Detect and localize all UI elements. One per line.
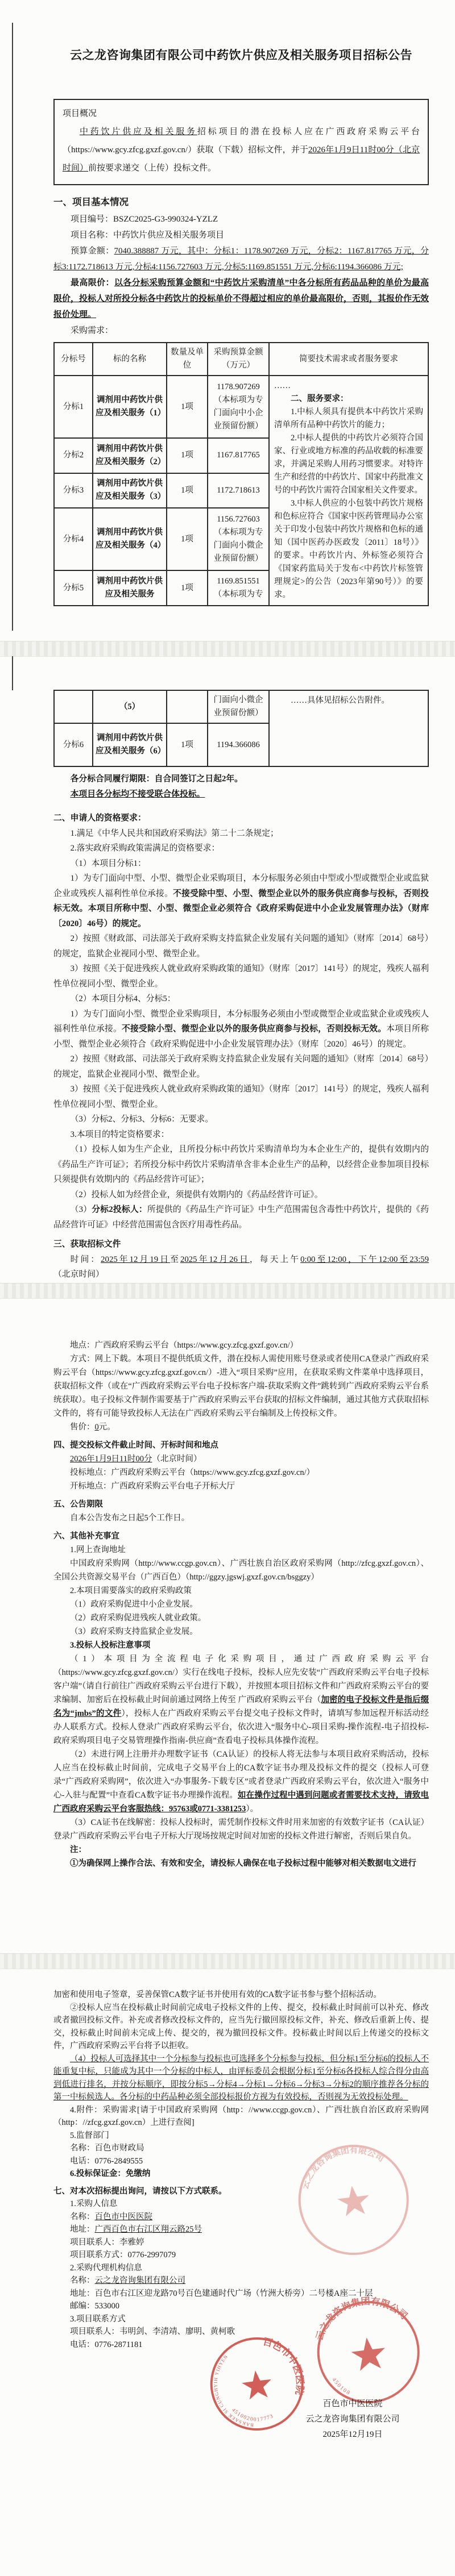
name-cell: 调剂用中药饮片供应及相关服务（4） xyxy=(93,508,167,570)
lot-cell: 分标3 xyxy=(54,473,93,508)
section-3-heading: 三、获取招标文件 xyxy=(53,1240,121,1249)
procurement-table-continued xyxy=(53,690,429,767)
bid-deposit: 6.投标保证金：免缴纳 xyxy=(70,2169,151,2178)
qualification-item: 3）按照《关于促进残疾人就业政府采购政策的通知》（财库〔2017〕141号）的规定，残疾人福利性单位视同小型、微型企业。 xyxy=(53,964,429,989)
page-title: 云之龙咨询集团有限公司中药饮片供应及相关服务项目招标公告 xyxy=(70,48,412,62)
bid-place: 投标地点：广西政府采购云平台（https://www.gcy.zfcg.gxzf.gov.cn/） xyxy=(70,1468,315,1477)
project-contacts: 项目联系人：韦明剑、李清靖、廖明、黄柯歌 xyxy=(70,2327,235,2336)
supervisor-label: 5.监督部门 xyxy=(70,2131,109,2140)
signature-hospital: 百色市中医医院 xyxy=(322,2399,383,2408)
page-break-band xyxy=(0,1953,455,1969)
col-qty: 数量及单位 xyxy=(167,343,208,376)
bidder-note: （2）未进行网上注册并办理数字证书（CA认证）的投标人将无法参与本项目政府采购活动，投标人应当在投标截止时间前，完成电子交易平台上的CA数字证书办理及投标文件的提交（投标人可登录“广西政府采购网”，依次进入“办事服务-下载专区”或者登录广西政府采购云平台，依次进入“服务中心-入驻与配置”中查看CA数字证书办理操作流程。如在操作过程中遇到问题或者需要技术支持，请致电广西政府采购云平台客服热线：95763或0771-3381253）。 xyxy=(53,1750,429,1814)
note-circle-2: ②投标人应当在投标截止时间前完成电子投标文件的上传、提交，投标截止时间前可以补充、修改或者撤回投标文件。补充或者修改投标文件的，应当先行撤回原投标文件，补充、修改后重新上传、提交，投标截止时间前未完成上传、提交的，视为撤回投标文件。投标截止时间以后上传递交的投标文件，广西政府采购云平台将予以拒收。 xyxy=(53,2003,429,2050)
policy-item: （3）政府采购支持监狱企业发展。 xyxy=(70,1627,198,1636)
col-budget: 采购预算金额（万元） xyxy=(208,343,269,376)
procurement-demand-label: 采购需求： xyxy=(71,326,114,335)
submission-deadline: 2026年1月9日11时00分（北京时间） xyxy=(70,1454,202,1464)
qualification-item: （2）投标人如为经营企业，须提供有效期内的《药品经营许可证》。 xyxy=(70,1190,323,1199)
table-row xyxy=(54,376,428,438)
service-item: 2.中标人提供的中药饮片必须符合国家、行业或地方标准的药品收载的标准要求，并满足采购人用药习惯要求。对特许生产和经营的中药饮片、国家中药批准文号的中药饮片需符合国家相关文件要求。 xyxy=(274,433,423,495)
qty-cell: 1项 xyxy=(167,473,208,508)
overview-heading: 项目概况 xyxy=(63,109,97,118)
service-note: ……具体见招标公告附件。 xyxy=(291,696,390,705)
attachment-note: 4.附件：采购需求[请于中国政府采购网（http：//www.ccgp.gov.cn）、广西壮族自治区政府采购网（http：//zfcg.gxzf.gov.cn）上进行查阅] xyxy=(53,2105,429,2127)
scan-edge-artifact xyxy=(12,656,13,690)
table-row xyxy=(54,690,428,723)
name-cell: 调剂用中药饮片供应及相关服务（6） xyxy=(93,723,167,766)
qualification-item: （3）分标2、分标3、分标6：无要求。 xyxy=(70,1115,214,1124)
policy-label: 2.本项目需要落实的政府采购政策 xyxy=(70,1586,192,1595)
section-2-heading: 二、申请人的资格要求： xyxy=(53,814,146,823)
qualification-item: 3.本项目的特定资格要求： xyxy=(70,1129,169,1139)
hospital-seal-stamp xyxy=(202,2329,312,2441)
obtain-method: 方式：网上下载。本项目不提供纸质文件，潜在投标人需使用账号登录或者使用CA登录广西政府采购云平台（https://www.gcy.zfcg.gxzf.gov.cn/）-进入“项目采购”应用，在获取采购文件菜单中选择项目，获取招标文件（或在“广西政府采购云平台电子投标客户端-获取采购文件”跳转到广西政府采购云平台系统获取）。电子投标文件制作需要基于广西政府采购云平台获取的招标文件编制，通过其他方式获取招标文件的，将有可能导致投标人无法在广西政府采购云平台编制及上传投标文件。 xyxy=(53,1354,429,1418)
project-code: 项目编号：BSZC2025-G3-990324-YZLZ xyxy=(71,215,218,224)
procurement-table xyxy=(53,342,429,606)
price-cap: 最高限价：以各分标采购预算金额和“中药饮片采购清单”中各分标所有药品品种的单价为最高限价，投标人对所投分标各中药饮片的投标单价不得超过相应的单价最高限价，否则，其报价作无效报价处理。 xyxy=(53,278,429,319)
lot-cell: 分标2 xyxy=(54,438,93,473)
supervisor-tel: 电话：0776-2849555 xyxy=(70,2156,143,2166)
budget-cell: 1156.727603（本标项为专门面向小微企业预留份额） xyxy=(208,508,269,570)
overview-body: 中药饮片供应及相关服务招标项目的潜在投标人应在广西政府采购云平台（https://www.gcy.zfcg.gxzf.gov.cn/）获取（下载）招标文件，并于2026年1月9日11时00分（北京时间）前按要求递交（上传）投标文件。 xyxy=(63,127,420,173)
svg-text:云之龙咨询集团有限公司: 云之龙咨询集团有限公司 xyxy=(313,2295,410,2342)
supervisor-name: 名称：百色市财政局 xyxy=(70,2144,144,2153)
note-label: 注： xyxy=(70,1845,86,1854)
svg-text:BAKSAEK SI CUNGHYIH YIHYEN: BAKSAEK SI CUNGHYIH YIHYEN xyxy=(212,2353,254,2428)
contact-label: 3.项目联系方式 xyxy=(70,2314,126,2324)
name-cell: 调剂用中药饮片供应及相关服务（3） xyxy=(93,473,167,508)
qty-cell xyxy=(167,690,208,723)
col-name: 标的名称 xyxy=(93,343,167,376)
buyer-name: 名称：百色市中医医院 xyxy=(70,2212,152,2221)
qualification-item: 1）为专门面向小型、微型企业采购项目，本分标服务必须由小型或微型企业或监狱企业或残疾人福利性单位承接。不接受除小型、微型企业以外的服务供应商参与投标，否则投标无效。本项目所称小型、微型企业必须符合《政府采购促进中小企业发展管理办法》（财库〔2020〕46号）的规定。 xyxy=(53,1009,429,1049)
page-1 xyxy=(0,0,455,641)
lot-cell: 分标1 xyxy=(54,376,93,438)
name-cell: 调剂用中药饮片供应及相关服务（2） xyxy=(93,438,167,473)
qualification-item: （3）分标2投标人：所提供的《药品生产许可证》中生产范围需包含毒性中药饮片，提供的《药品经营许可证》中经营范围需包含医疗用毒性药品。 xyxy=(53,1205,429,1229)
qualification-item: 1）为专门面向中型、小型、微型企业采购项目，本分标服务必须由中型或小型或微型企业或监狱企业或残疾人福利性单位承接。不接受除中型、小型、微型企业以外的服务供应商参与投标，否则投标无效。本项目所称中型、小型、微型企业必须符合《政府采购促进中小企业发展管理办法》（财库〔2020〕46号）的规定。 xyxy=(53,874,429,928)
page-4 xyxy=(0,1953,455,2576)
obtain-time: 时间：2025年12月19日至2025年12月26日，每天上午0:00至12:00，下午12:00至23:59（北京时间） xyxy=(53,1254,429,1279)
section-7-heading: 七、对本次招标提出询问，请按以下方式联系。 xyxy=(53,2186,227,2196)
project-tel: 电话：0776-2871181 xyxy=(70,2340,143,2349)
page-break-band xyxy=(0,1283,455,1299)
page-2 xyxy=(0,641,455,1283)
section-4-heading: 四、提交投标文件截止时间、开标时间和地点 xyxy=(53,1441,218,1450)
qualification-item: 2.落实政府采购政策需满足的资格要求： xyxy=(70,844,220,853)
qty-cell: 1项 xyxy=(167,508,208,570)
budget-cell: 门面向小微企业预留份额） xyxy=(208,690,269,723)
qty-cell: 1项 xyxy=(167,376,208,438)
no-consortium-note: 本项目各分标均不接受联合体投标。 xyxy=(70,789,205,799)
bidder-note: （3）CA证书在线解密：投标人投标时，需凭制作投标文件时用来加密的有效数字证书（CA认证）登录广西政府采购云平台电子开标大厅现场按规定时间对加密的投标文件进行解密，否则后果自负。 xyxy=(53,1818,429,1841)
query-address-label: 1.网上查询地址 xyxy=(70,1545,126,1554)
agency-seal-stamp xyxy=(306,2290,431,2417)
agency-seal-stamp-faint xyxy=(288,2135,419,2268)
service-ellipsis: …… xyxy=(274,381,291,390)
agent-name: 名称：云之龙咨询集团有限公司 xyxy=(70,2276,185,2285)
project-budget: 预算金额：7040.388887 万元，其中：分标1：1178.907269 万元，分标2：1167.817765 万元，分标3:1172.718613 万元,分标4:1156.727603 万元,分标5:1169.851551 万元,分标6:1194.366086 万元; xyxy=(53,247,429,272)
name-cell: 调剂用中药饮片供应及相关服务 xyxy=(93,570,167,606)
service-requirements-cell xyxy=(269,376,428,606)
agent-zip: 邮编：533000 xyxy=(70,2302,119,2311)
bidder-note: （1）本项目为全流程电子化采购项目，通过广西政府采购云平台（https://www.gcy.zfcg.gxzf.gov.cn/）实行在线电子投标，投标人应先安装“广西政府采购云平台电子投标客户端”（请自行前往广西政府采购云平台进行下载），并按照本项目招标文件和广西政府采购云平台的要求编制、加密后在投标截止时间前通过网络上传至 广西政府采购云平台（加密的电子投标文件是指后缀名为“jmbs”的文件），投标人在广西政府采购云平台提交电子投标文件时，请填写参加远程开标活动经办人联系方式。投标人登录广西政府采购云平台，依次进入“服务中心-项目采购-操作流程-电子招投标-政府采购项目电子交易管理操作指南-供应商”查看电子投标具体操作流程。 xyxy=(53,1654,429,1745)
page-break-band xyxy=(0,641,455,657)
svg-text:云之龙咨询集团有限公司: 云之龙咨询集团有限公司 xyxy=(300,2146,386,2191)
section-6-heading: 六、其他补充事宜 xyxy=(53,1532,119,1541)
buyer-address: 地址：广西百色市右江区翔云路25号 xyxy=(70,2225,202,2234)
service-item: 1.中标人须具有提供本中药饮片采购清单所有品种中药饮片的能力； xyxy=(274,407,423,430)
project-overview-box xyxy=(53,99,429,185)
qualification-item: （1）本项目分标1： xyxy=(70,858,146,868)
note-circle-1: ①为确保网上操作合法、有效和安全，请投标人确保在电子投标过程中能够对相关数据电文进行 xyxy=(70,1859,416,1868)
contract-term: 各分标合同履行期限：自合同签订之日起2年。 xyxy=(70,774,243,783)
col-service: 简要技术需求或者服务要求 xyxy=(269,343,428,376)
qty-cell: 1项 xyxy=(167,438,208,473)
qualification-item: 2）按照《财政部、司法部关于政府采购支持监狱企业发展有关问题的通知》（财库〔2014〕68号）的规定，监狱企业视同小型、微型企业。 xyxy=(53,1054,429,1079)
buyer-contact: 项目联系人：李雅婷 xyxy=(70,2237,144,2247)
bidder-notes-label: 3.投标人投标注意事项 xyxy=(70,1641,151,1650)
qualification-item: 3）按照《关于促进残疾人就业政府采购政策的通知》（财库〔2017〕141号）的规定，残疾人福利性单位视同小型、微型企业。 xyxy=(53,1085,429,1109)
lot-cell: 分标5 xyxy=(54,570,93,606)
col-lot: 分标号 xyxy=(54,343,93,376)
lot-cell: 分标6 xyxy=(54,723,93,766)
budget-cell: 1194.366086 xyxy=(208,723,269,766)
lot-cell: 分标4 xyxy=(54,508,93,570)
section-1-heading: 一、项目基本情况 xyxy=(53,197,129,207)
note-circle-1-continued: 加密和使用电子签章，妥善保管CA数字证书并使用有效的CA数字证书参与整个招标活动。 xyxy=(53,1990,382,1999)
table-header-row xyxy=(54,343,428,376)
agent-address: 地址：百色市右江区迎龙路70号百色建通时代广场（竹洲大桥旁）二号楼A座二十层 xyxy=(70,2289,373,2298)
agent-label: 2.采购代理机构信息 xyxy=(70,2263,142,2273)
budget-cell: 1172.718613 xyxy=(208,473,269,508)
svg-text:450108: 450108 xyxy=(330,2377,352,2397)
section-5-heading: 五、公告期限 xyxy=(53,1500,103,1509)
svg-text:百色市中医医院: 百色市中医医院 xyxy=(262,2336,306,2396)
qualification-item: 1.满足《中华人民共和国政府采购法》第二十二条规定； xyxy=(70,828,279,838)
name-cell: （5） xyxy=(93,690,167,723)
name-cell: 调剂用中药饮片供应及相关服务（1） xyxy=(93,376,167,438)
page-3 xyxy=(0,1283,455,1953)
policy-item: （1）政府采购促进中小企业发展。 xyxy=(70,1600,198,1609)
lot-cell xyxy=(54,690,93,723)
project-name: 项目名称：中药饮片供应及相关服务项目 xyxy=(71,231,225,240)
obtain-place: 地点：广西政府采购云平台（https://www.gcy.zfcg.gxzf.gov.cn/） xyxy=(70,1341,299,1350)
multi-lot-rule: （4）投标人可选择其中一个分标参与投标也可选择多个分标参与投标，但分标1至分标6的投标人不能重复中标，只能成为其中一个分标的中标人，由评标委员会根据分标1至分标6各投标人综合得分由高到低进行排名，并按分标顺序，即按分标5→分标4→分标1→分标6→分标3→分标2的顺序推荐各分标的第一中标候选人。各分标的中药品种必须全部投标报价方视为有效投标，否则视为无效投标处理。 xyxy=(53,2054,429,2102)
buyer-label: 1.采购人信息 xyxy=(70,2199,118,2208)
qualification-item: （2）本项目分标4、分标5： xyxy=(70,994,176,1003)
opening-place: 开标地点：广西政府采购云平台电子开标大厅 xyxy=(70,1482,235,1491)
policy-item: （2）政府采购促进残疾人就业政策。 xyxy=(70,1614,206,1623)
service-requirements-cell xyxy=(269,690,428,766)
qty-cell: 1项 xyxy=(167,570,208,606)
announcement-period: 自本公告发布之日起5个工作日。 xyxy=(70,1514,190,1523)
obtain-price: 售价：0元。 xyxy=(70,1423,115,1432)
qualification-item: （1）投标人如为生产企业，且所投分标中药饮片采购清单均为本企业生产的，提供有效期内的《药品生产许可证》；若所投分标中药饮片采购清单含非本企业生产的品种，以经营企业参加项目投标只须提供有效期内的《药品经营许可证》； xyxy=(53,1145,429,1184)
signature-date: 2025年12月19日 xyxy=(322,2430,383,2439)
service-heading: 二、服务要求： xyxy=(291,394,349,403)
budget-cell: 1167.817765 xyxy=(208,438,269,473)
qualification-item: 2）按照《财政部、司法部关于政府采购支持监狱企业发展有关问题的通知》（财库〔2014〕68号）的规定，监狱企业视同小型、微型企业。 xyxy=(53,934,429,958)
qty-cell: 1项 xyxy=(167,723,208,766)
svg-text:4510020017773: 4510020017773 xyxy=(230,2407,275,2423)
service-item: 3.中标人供应的小包装中药饮片规格和色标应符合《国家中医药管理局办公室关于印发小包装中药饮片规格和色标的通知（国中医药办医政发〔2011〕18号）》的要求。中药饮片内、外标签必须符合《国家药监局关于发布<中药饮片标签管理规定>的公告（2023年第90号）》的要求。 xyxy=(274,499,423,599)
budget-cell: 1169.851551（本标项为专 xyxy=(208,570,269,606)
scan-edge-artifact xyxy=(12,23,13,631)
budget-cell: 1178.907269（本标项为专门面向中小企业预留份额） xyxy=(208,376,269,438)
buyer-tel: 项目联系方式：0776-2997079 xyxy=(70,2250,176,2260)
query-address: 中国政府采购网（http://www.ccgp.gov.cn）、广西壮族自治区政府采购网（http://zfcg.gxzf.gov.cn）、全国公共资源交易平台（广西百色）（http://ggzy.jgswj.gxzf.gov.cn/bsggzy） xyxy=(53,1559,429,1582)
signature-agency: 云之龙咨询集团有限公司 xyxy=(305,2415,400,2424)
